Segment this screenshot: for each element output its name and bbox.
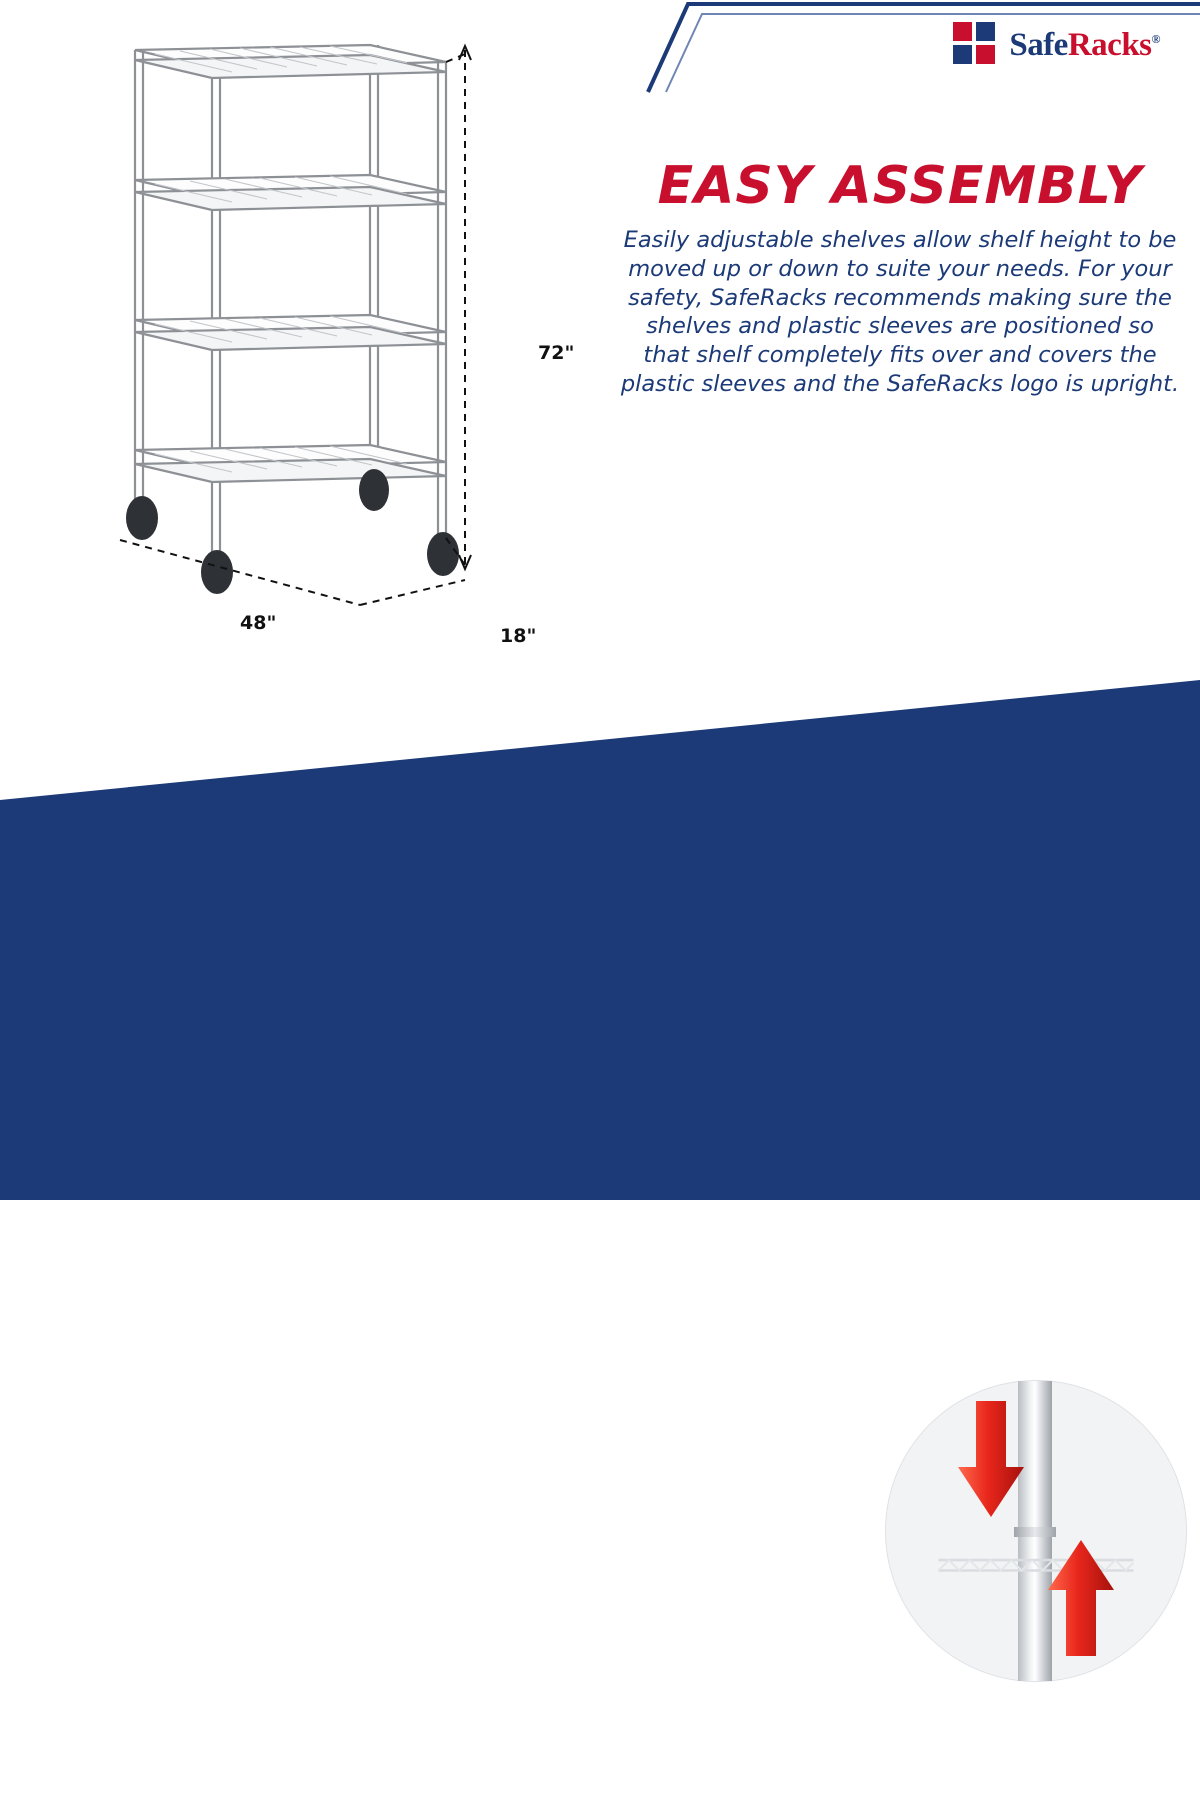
weight-icon (440, 1395, 840, 1525)
wire-shelf-edge (886, 1551, 1186, 1577)
feature-wheels-included (455, 1655, 835, 1806)
logo-word-racks: Racks (1067, 26, 1152, 63)
brand-header (640, 0, 1200, 92)
feature-caption: ADJUSTABLE FEET (929, 1770, 1111, 1790)
shelving-unit-drawing (60, 20, 580, 660)
logo-word-safe: Safe (1009, 26, 1068, 63)
feature-adjustable-feet (860, 1770, 1180, 1791)
hero-body: Easily adjustable shelves allow shelf height to be moved up or down to suite your needs. For your safety, SafeRacks recommends making sure the shelves and plastic sleeves are positioned so that shelf completely fits over and covers the plastic sleeves and the SafeRacks logo is upright. (620, 227, 1180, 397)
feature-easy-assembly (110, 1395, 440, 1567)
hand-snap-icon (110, 1395, 440, 1525)
saferacks-squares-logo-icon (953, 22, 999, 68)
shield-icon (120, 1635, 440, 1765)
shelving-unit-diagram (60, 20, 580, 647)
logo-wordmark (1009, 27, 1160, 64)
hero-title: EASY ASSEMBLY (657, 156, 1143, 216)
saferacks-logo (953, 22, 1160, 68)
arrow-down-icon (956, 1401, 1026, 1521)
feature-caption: 500 LB PER SHELF MAX WEIGHT AND OVER 2000 POUND TOTAL MAX WEIGHT. (451, 1525, 829, 1587)
arrow-up-icon (1046, 1536, 1116, 1656)
wheel-icon (455, 1655, 835, 1785)
dimension-height-label: 72" (538, 342, 575, 364)
feature-max-weight (440, 1395, 840, 1588)
logo-registered-mark: ® (1151, 31, 1160, 46)
adjustable-feet-photo (885, 1380, 1187, 1682)
feature-caption: EASY SHELF ASSEMBLY AND DISASSEMBLY (132, 1525, 418, 1566)
features-panel (0, 680, 1200, 1806)
feature-zinc-plated (120, 1635, 440, 1807)
dimension-depth-label: 18" (500, 625, 537, 647)
hero-section (620, 156, 1180, 399)
feature-caption: ZINC PLATED FOR OPTIMAL RUSH PROTECTION (141, 1765, 419, 1806)
feature-caption: WHEELS INCLUDED (548, 1785, 742, 1805)
caster-wheels (126, 469, 459, 594)
dimension-width-label: 48" (240, 612, 277, 634)
